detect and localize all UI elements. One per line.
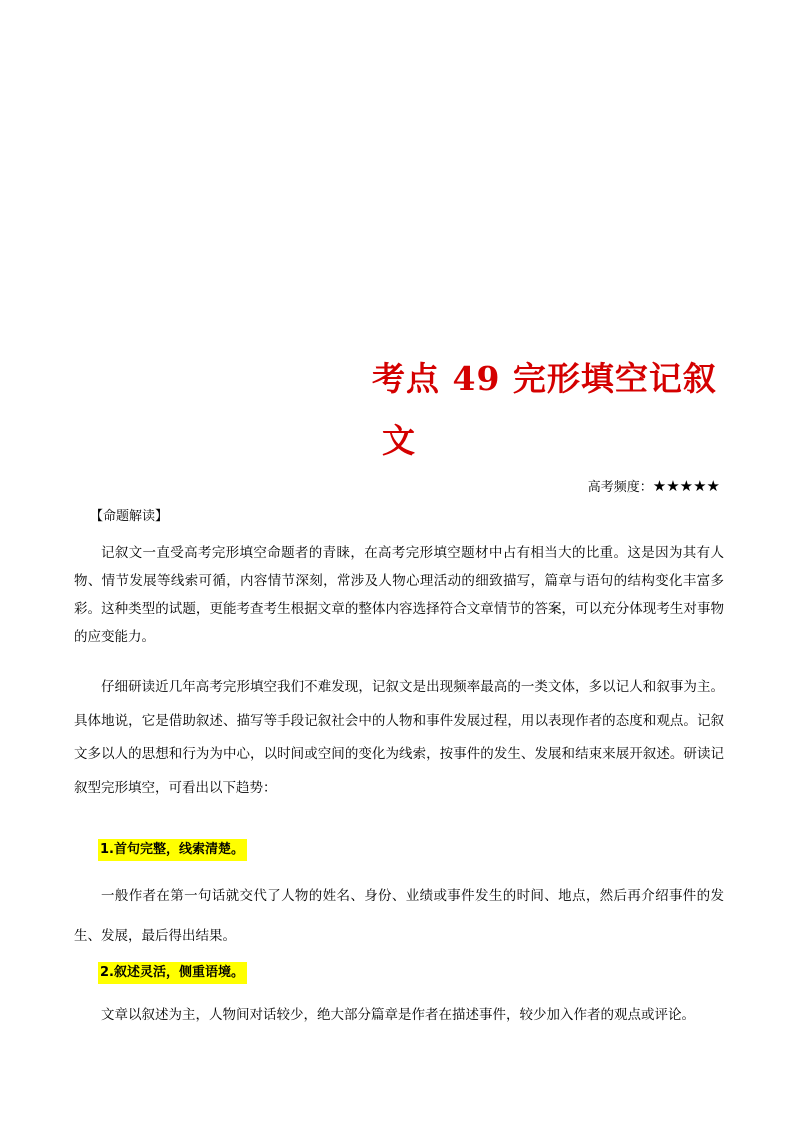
highlighted-heading-1: 1.首句完整，线索清楚。 bbox=[98, 839, 247, 861]
exam-frequency bbox=[588, 476, 720, 498]
paragraph-point-2: 文章以叙述为主，人物间对话较少，绝大部分篇章是作者在描述事件，较少加入作者的观点或评论。 bbox=[101, 1007, 695, 1023]
star-rating-icon: ★★★★★ bbox=[652, 477, 720, 495]
paragraph-trends: 仔细研读近几年高考完形填空我们不难发现，记叙文是出现频率最高的一类文体，多以记人和叙事为主。具体地说，它是借助叙述、描写等手段记叙社会中的人物和事件发展过程，用以表现作者的态度和观点。记叙文多以人的思想和行为为中心，以时间或空间的变化为线索，按事件的发生、发展和结束来展开叙述。研读记叙型完形填空，可看出以下趋势： bbox=[74, 679, 724, 796]
paragraph-point-1: 一般作者在第一句话就交代了人物的姓名、身份、业绩或事件发生的时间、地点，然后再介绍事件的发生、发展，最后得出结果。 bbox=[74, 888, 724, 944]
page-title: 考点 49 完形填空记叙 bbox=[372, 359, 717, 398]
section-heading: 【命题解读】 bbox=[90, 509, 169, 524]
paragraph-intro: 记叙文一直受高考完形填空命题者的青睐，在高考完形填空题材中占有相当大的比重。这是因为其有人物、情节发展等线索可循，内容情节深刻，常涉及人物心理活动的细致描写，篇章与语句的结构变化丰富多彩。这种类型的试题，更能考查考生根据文章的整体内容选择符合文章情节的答案，可以充分体现考生对事物的应变能力。 bbox=[74, 545, 724, 645]
page-title-continuation: 文 bbox=[382, 421, 415, 460]
frequency-label: 高考频度： bbox=[587, 480, 653, 495]
highlighted-heading-2: 2.叙述灵活，侧重语境。 bbox=[98, 962, 247, 984]
